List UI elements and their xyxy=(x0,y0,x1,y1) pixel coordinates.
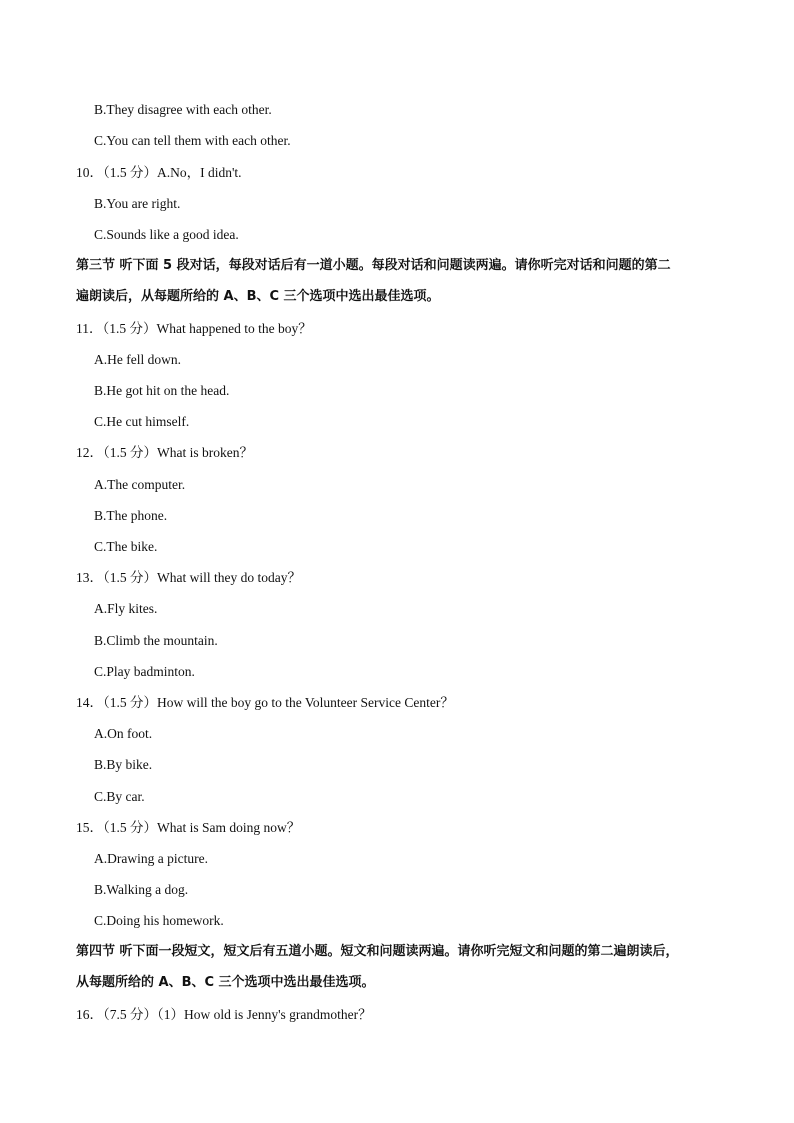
option-9-c: C.You can tell them with each other. xyxy=(94,133,291,148)
section-4-instructions-line-1: 第四节 听下面一段短文，短文后有五道小题。短文和问题读两遍。请你听完短文和问题的第二遍朗读后， xyxy=(76,944,679,959)
option-14-b: B.By bike. xyxy=(94,757,153,772)
question-15: 15．（1.5 分）What is Sam doing now？ xyxy=(76,820,301,835)
section-4-instructions-line-2: 从每题所给的 A、B、C 三个选项中选出最佳选项。 xyxy=(76,975,375,990)
option-13-a: A.Fly kites. xyxy=(94,601,158,616)
option-12-b: B.The phone. xyxy=(94,508,168,523)
option-10-b: B.You are right. xyxy=(94,196,181,211)
option-15-b: B.Walking a dog. xyxy=(94,882,189,897)
question-10: 10．（1.5 分）A.No，I didn't. xyxy=(76,165,242,180)
question-13: 13．（1.5 分）What will they do today？ xyxy=(76,570,301,585)
option-13-c: C.Play badminton. xyxy=(94,664,195,679)
question-12: 12．（1.5 分）What is broken？ xyxy=(76,445,253,460)
question-16: 16．（7.5 分）（1）How old is Jenny's grandmother？ xyxy=(76,1007,372,1022)
question-14: 14．（1.5 分）How will the boy go to the Volunteer Service Center？ xyxy=(76,695,454,710)
option-9-b: B.They disagree with each other. xyxy=(94,102,272,117)
option-11-b: B.He got hit on the head. xyxy=(94,383,230,398)
option-12-c: C.The bike. xyxy=(94,539,158,554)
section-3-instructions-line-2: 遍朗读后，从每题所给的 A、B、C 三个选项中选出最佳选项。 xyxy=(76,289,440,304)
option-15-a: A.Drawing a picture. xyxy=(94,851,208,866)
option-12-a: A.The computer. xyxy=(94,477,186,492)
option-15-c: C.Doing his homework. xyxy=(94,913,224,928)
option-10-c: C.Sounds like a good idea. xyxy=(94,227,239,242)
section-3-instructions-line-1: 第三节 听下面 5 段对话，每段对话后有一道小题。每段对话和问题读两遍。请你听完对话和问题的第二 xyxy=(76,258,671,273)
option-13-b: B.Climb the mountain. xyxy=(94,633,218,648)
option-11-a: A.He fell down. xyxy=(94,352,181,367)
question-11: 11．（1.5 分）What happened to the boy？ xyxy=(76,321,312,336)
option-14-c: C.By car. xyxy=(94,789,145,804)
option-11-c: C.He cut himself. xyxy=(94,414,190,429)
option-14-a: A.On foot. xyxy=(94,726,153,741)
